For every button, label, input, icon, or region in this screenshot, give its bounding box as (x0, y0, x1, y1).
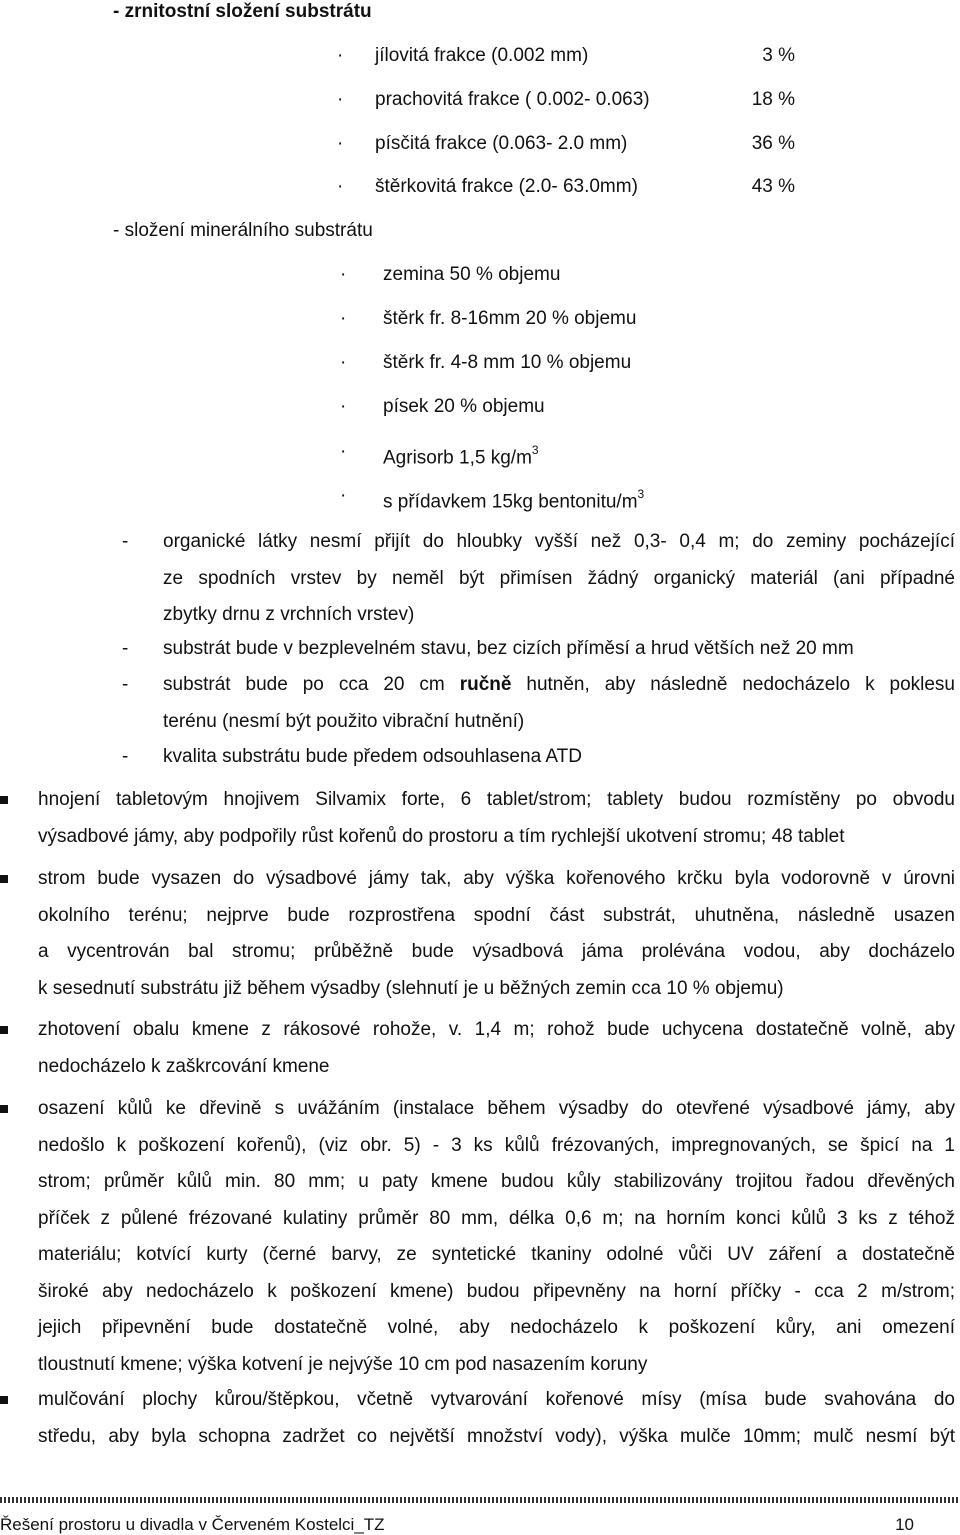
grain-fraction-name: štěrkovitá frakce (2.0- 63.0mm) (375, 176, 638, 197)
text-line: středu, aby byla schopna zadržet co největší množství vody), výška mulče 10mm; mulč nesmí být (38, 1425, 955, 1447)
bullet-dot: · (337, 133, 344, 154)
footer-divider (0, 1497, 960, 1503)
text-line: k sesednutí substrátu již během výsadby (slehnutí je u běžných zemin cca 10 % objemu) (38, 977, 784, 999)
text-line: příček z půlené frézované kulatiny průměr 80 mm, délka 0,6 m; na horním konci kůlů 3 ks z téhož (38, 1207, 955, 1229)
text-line: a vycentrován bal stromu; průběžně bude výsadbová jáma prolévána vodou, aby docházelo (38, 941, 955, 962)
text-line: organické látky nesmí přijít do hloubky vyšší než 0,3- 0,4 m; do zeminy pocházející (163, 531, 955, 552)
agrisorb-sup: 3 (531, 443, 539, 457)
compaction-text-start: substrát bude po cca 20 cm (163, 674, 460, 695)
bentonite-sup: 3 (637, 487, 645, 501)
grain-fraction-percent: 18 % (751, 89, 795, 110)
mineral-item: zemina 50 % objemu (383, 264, 561, 285)
text-line: okolního terénu; nejprve bude rozprostřena spodní část substrát, uhutněna, následně usazen (38, 904, 955, 926)
instruction-fertilizing (38, 782, 955, 855)
square-bullet-icon (0, 1396, 8, 1404)
grain-fraction-percent: 3 % (762, 45, 795, 66)
instruction-mulching (38, 1382, 955, 1455)
mineral-item-agrisorb (383, 440, 539, 470)
text-line: osazení kůlů ke dřevině s uvážáním (instalace během výsadby do otevřené výsadbové jámy, aby (38, 1098, 955, 1119)
square-bullet-icon (0, 1105, 8, 1113)
requirement-organic (163, 524, 955, 634)
dash-marker: - (122, 638, 129, 659)
text-line: široké aby nedocházelo k poškození kmene) budou připevněny na horní příčky - cca 2 m/strom; (38, 1280, 955, 1302)
text-line: tloustnutí kmene; výška kotvení je nejvýše 10 cm pod nasazením koruny (38, 1353, 648, 1375)
text-line: hnojení tabletovým hnojivem Silvamix forte, 6 tablet/strom; tablety budou rozmístěny po obvodu (38, 789, 955, 810)
grain-fraction-name: jílovitá frakce (0.002 mm) (375, 45, 589, 66)
mineral-item: štěrk fr. 8-16mm 20 % objemu (383, 308, 637, 329)
bullet-dot: · (337, 89, 344, 110)
text-line: nedošlo k poškození kořenů), (viz obr. 5) - 3 ks kůlů frézovaných, impregnovaných, se špicí na 1 (38, 1134, 955, 1156)
requirement-compaction (163, 667, 955, 740)
dash-marker: - (122, 674, 129, 695)
square-bullet-icon (0, 875, 8, 883)
bullet-dot: · (340, 396, 347, 417)
bullet-dot: · (340, 485, 347, 506)
grain-fraction-percent: 36 % (751, 133, 795, 154)
footer-title: Řešení prostoru u divadla v Červeném Kostelci_TZ (0, 1515, 385, 1534)
agrisorb-text: Agrisorb 1,5 kg/m (383, 447, 532, 469)
bullet-dot: · (337, 45, 344, 66)
text-line: zbytky drnu z vrchních vrstev) (163, 604, 415, 625)
grain-fraction-name: písčitá frakce (0.063- 2.0 mm) (375, 133, 628, 154)
requirement-weedfree: substrát bude v bezplevelném stavu, bez cizích příměsí a hrud větších než 20 mm (163, 638, 854, 659)
instruction-stakes (38, 1091, 955, 1383)
page-number: 10 (895, 1515, 914, 1534)
text-line: materiálu; kotvící kurty (černé barvy, ze syntetické tkaniny odolné vůči UV záření a dostatečně (38, 1244, 955, 1265)
compaction-text-end: hutněn, aby následně nedocházelo k poklesu (511, 674, 955, 695)
text-line: jejich připevnění bude dostatečně volné, aby nedocházelo k poškození kůry, ani omezení (38, 1317, 955, 1338)
text-line (163, 667, 955, 704)
text-line: nedocházelo k zaškrcování kmene (38, 1055, 330, 1077)
bullet-dot: · (340, 264, 347, 285)
grain-fraction-percent: 43 % (751, 176, 795, 197)
bullet-dot: · (340, 308, 347, 329)
dash-marker: - (122, 531, 129, 552)
text-line: terénu (nesmí být použito vibrační hutnění) (163, 710, 525, 732)
mineral-item: štěrk fr. 4-8 mm 10 % objemu (383, 352, 632, 373)
section-heading-mineral: - složení minerálního substrátu (113, 220, 373, 241)
square-bullet-icon (0, 796, 8, 804)
section-heading-grain: - zrnitostní složení substrátu (113, 1, 372, 22)
bullet-dot: · (340, 441, 347, 462)
grain-fraction-name: prachovitá frakce ( 0.002- 0.063) (375, 89, 650, 110)
text-line: zhotovení obalu kmene z rákosové rohože, v. 1,4 m; rohož bude uchycena dostatečně volně, aby (38, 1019, 955, 1040)
text-line: ze spodních vrstev by neměl být přimísen žádný organický materiál (ani případné (163, 567, 955, 589)
compaction-emphasis: ručně (459, 674, 512, 695)
text-line: strom; průměr kůlů min. 80 mm; u paty kmene budou kůly stabilizovány trojitou řadou dřevěných (38, 1171, 955, 1192)
requirement-quality: kvalita substrátu bude předem odsouhlasena ATD (163, 746, 582, 767)
text-line: mulčování plochy kůrou/štěpkou, včetně vytvarování kořenové mísy (mísa bude svahována do (38, 1389, 955, 1410)
mineral-item-bentonite (383, 484, 644, 514)
dash-marker: - (122, 746, 129, 767)
bentonite-text: s přídavkem 15kg bentonitu/m (383, 491, 638, 513)
instruction-trunk-wrap (38, 1012, 955, 1085)
square-bullet-icon (0, 1026, 8, 1034)
text-line: výsadbové jámy, aby podpořily růst kořenů do prostoru a tím rychlejší ukotvení stromu; 48 tablet (38, 825, 845, 847)
bullet-dot: · (337, 176, 344, 197)
bullet-dot: · (340, 352, 347, 373)
mineral-item: písek 20 % objemu (383, 396, 545, 417)
instruction-planting (38, 861, 955, 1007)
text-line: strom bude vysazen do výsadbové jámy tak, aby výška kořenového krčku byla vodorovně v úrovni (38, 868, 955, 889)
